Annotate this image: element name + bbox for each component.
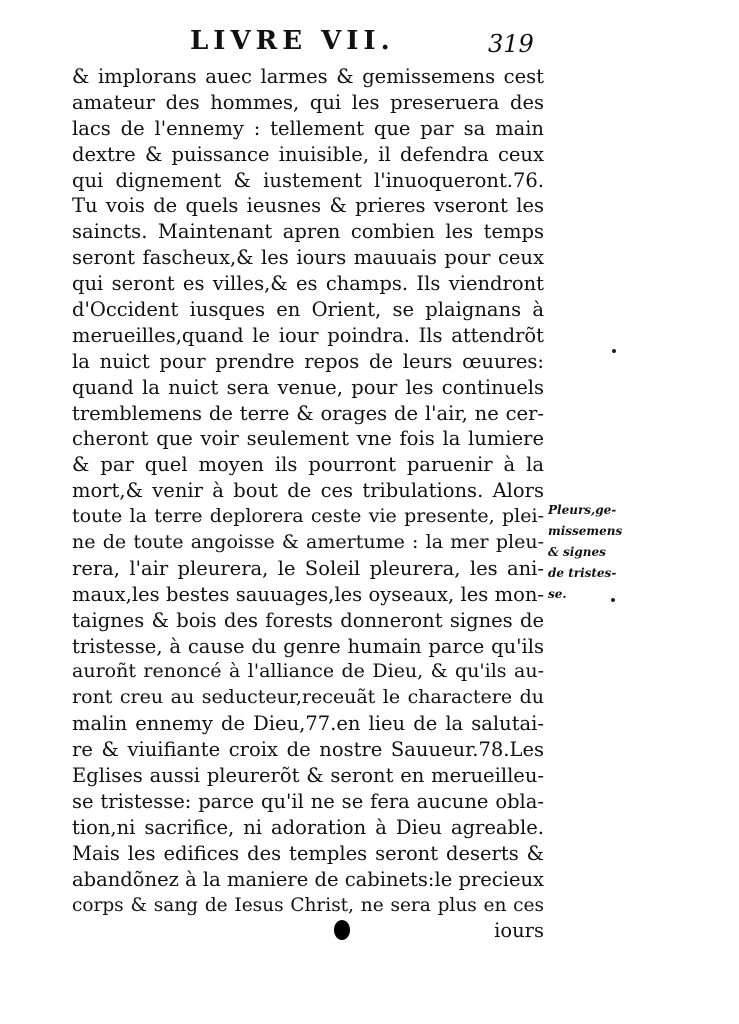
text-line: cheront que voir seulement vne fois la lumiere [72, 427, 544, 451]
text-line: quand la nuict sera venue, pour les continuels [72, 375, 544, 399]
text-line: corps & sang de Iesus Christ, ne sera plus en ces [72, 894, 544, 916]
text-line: mort,& venir à bout de ces tribulations. Alors [72, 479, 544, 503]
margin-note-line: se. [548, 587, 567, 601]
running-title: LIVRE VII. [190, 26, 395, 56]
text-line: seront fascheux,& les iours mauuais pour ceux [72, 246, 544, 270]
text-line: ne de toute angoisse & amertume : la mer pleu- [72, 531, 544, 554]
text-line: Tu vois de quels ieusnes & prieres vseront les [72, 194, 544, 218]
text-line: Mais les edifices des temples seront deserts & [72, 841, 544, 865]
text-line: tremblemens de terre & orages de l'air, ne cer- [72, 401, 544, 425]
margin-note [548, 500, 638, 605]
text-line: qui seront es villes,& es champs. Ils viendront [72, 272, 544, 296]
catchword: iours [494, 919, 544, 943]
text-line: re & viuifiante croix de nostre Sauueur.78.Les [72, 738, 544, 762]
text-line: qui dignement & iustement l'inuoqueront.76. [72, 168, 544, 192]
text-line: Eglises aussi pleurerõt & seront en merueilleu- [72, 764, 544, 788]
stray-ink-mark [612, 349, 616, 353]
text-line: la nuict pour prendre repos de leurs œuures: [72, 349, 544, 373]
text-line: maux,les bestes sauuages,les oyseaux, les mon- [72, 582, 544, 606]
text-line: tristesse, à cause du genre humain parce qu'ils [72, 634, 544, 658]
text-line: malin ennemy de Dieu,77.en lieu de la salutai- [72, 712, 544, 736]
text-line: toute la terre deplorera ceste vie presente, plei- [72, 505, 544, 528]
margin-note-line: & signes [548, 545, 606, 559]
text-line: lacs de l'ennemy : tellement que par sa main [72, 116, 544, 140]
margin-note-line: de tristes- [548, 566, 617, 580]
text-line: abandõnez à la maniere de cabinets:le precieux [72, 867, 545, 891]
text-line: taignes & bois des forests donneront signes de [72, 608, 544, 632]
margin-note-line: Pleurs,ge- [548, 503, 617, 517]
text-line: rera, l'air pleurera, le Soleil pleurera, les ani- [72, 556, 544, 580]
page-number: 319 [488, 30, 534, 58]
text-line: tion,ni sacrifice, ni adoration à Dieu agreable. [72, 815, 544, 839]
text-line: & par quel moyen ils pourront paruenir à la [72, 453, 544, 477]
text-line: dextre & puissance inuisible, il defendra ceux [72, 142, 544, 166]
margin-note-line: missemens [548, 524, 623, 538]
text-line: auroñt renoncé à l'alliance de Dieu, & qu'ils au- [72, 660, 544, 683]
text-line: d'Occident iusques en Orient, se plaignans à [72, 298, 544, 322]
body-text [72, 64, 544, 944]
text-line: se tristesse: parce qu'il ne se fera aucune obla- [72, 789, 544, 813]
text-line: merueilles,quand le iour poindra. Ils attendrõt [72, 323, 544, 347]
ink-blot [334, 920, 350, 940]
text-line: ront creu au seducteur,receuãt le charactere du [72, 686, 544, 709]
text-line: amateur des hommes, qui les preseruera des [72, 90, 544, 114]
text-line: & implorans auec larmes & gemissemens cest [72, 65, 544, 88]
text-line: saincts. Maintenant apren combien les temps [72, 220, 544, 244]
stray-ink-mark [611, 598, 615, 602]
